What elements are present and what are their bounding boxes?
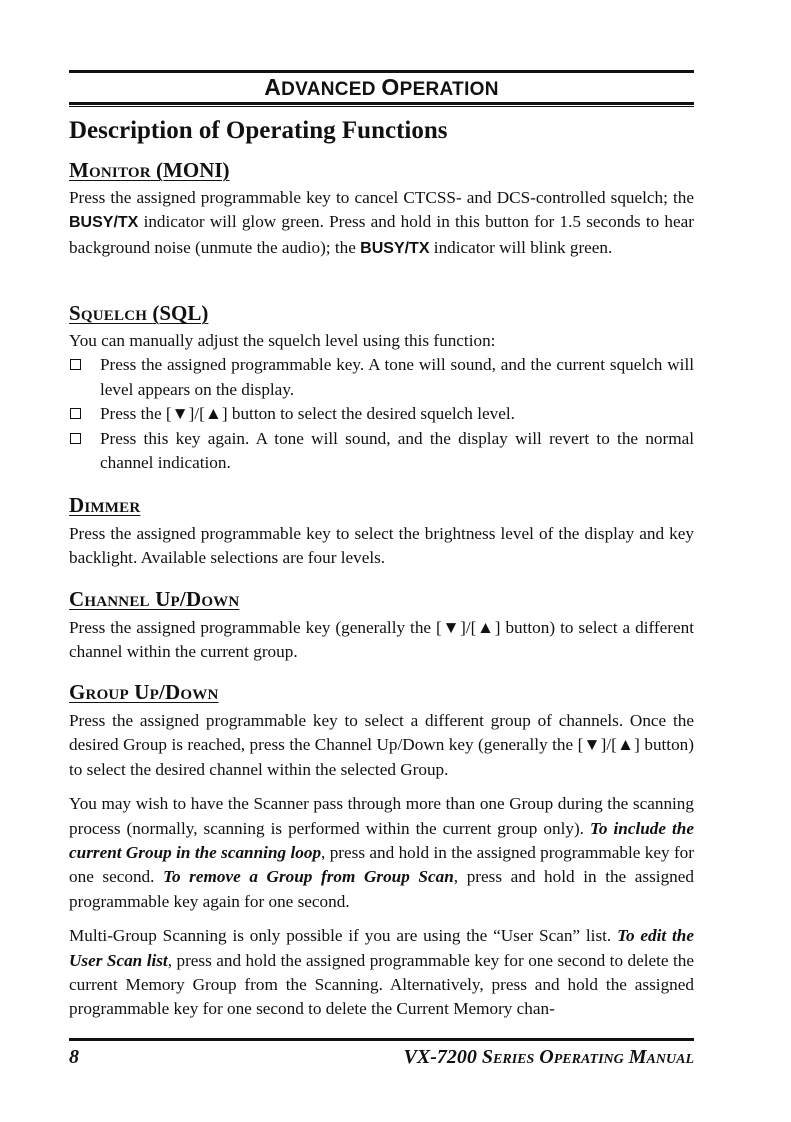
squelch-section xyxy=(69,303,694,475)
monitor-title: Monitor (MONI) xyxy=(69,158,230,182)
channel-section xyxy=(69,589,694,665)
dimmer-title: Dimmer xyxy=(69,493,141,517)
group-text-3: Multi-Group Scanning is only possible if you are using the “User Scan” list. To edit the User Scan list, press and hold the assigned programmable key for one second to delete the current Memory Group from the Scanning. Alternatively, press and hold the assigned programmable key for one second to delete the Current Memory chan- xyxy=(69,926,694,1019)
checkbox-bullet-icon xyxy=(70,408,81,419)
checkbox-bullet-icon xyxy=(70,433,81,444)
monitor-text: Press the assigned programmable key to cancel CTCSS- and DCS-controlled squelch; the BUSY/TX indicator will glow green. Press and hold in this button for 1.5 seconds to hear background noise (unmute the audio); the BUSY/TX indicator will blink green. xyxy=(69,188,694,257)
manual-title: VX-7200 Series Operating Manual xyxy=(403,1046,694,1068)
group-title: Group Up/Down xyxy=(69,680,219,704)
monitor-section xyxy=(69,160,694,261)
group-text-2: You may wish to have the Scanner pass through more than one Group during the scanning process (normally, scanning is performed within the current group only). To include the current Group in the scanning loop, press and hold in the assigned programmable key for one second. To remove a Group from Group Scan, press and hold in the assigned programmable key again for one second. xyxy=(69,794,695,911)
squelch-steps xyxy=(69,353,694,475)
channel-title: Channel Up/Down xyxy=(69,587,240,611)
dimmer-text: Press the assigned programmable key to select the brightness level of the display and key backlight. Available selections are four levels. xyxy=(69,524,694,568)
squelch-intro: You can manually adjust the squelch level using this function: xyxy=(69,331,496,350)
group-text-1: Press the assigned programmable key to select a different group of channels. Once the desired Group is reached, press the Channel Up/Down key (generally the [▼]/[▲] button) to select the desired channel within the selected Group. xyxy=(69,711,694,779)
list-item: Press this key again. A tone will sound, and the display will revert to the normal channel indication. xyxy=(69,427,694,476)
header-rule-bottom-thin xyxy=(69,106,694,107)
page-number: 8 xyxy=(69,1046,79,1068)
page-title: Description of Operating Functions xyxy=(69,117,448,144)
header-rule-top xyxy=(69,70,694,73)
list-item: Press the assigned programmable key. A tone will sound, and the current squelch will level appears on the display. xyxy=(69,353,694,402)
list-item: Press the [▼]/[▲] button to select the desired squelch level. xyxy=(69,402,694,426)
squelch-title: Squelch (SQL) xyxy=(69,301,209,325)
section-header: ADVANCED OPERATION xyxy=(264,74,499,100)
group-section xyxy=(69,682,694,1022)
checkbox-bullet-icon xyxy=(70,359,81,370)
channel-text: Press the assigned programmable key (generally the [▼]/[▲] button) to select a different channel within the current group. xyxy=(69,618,694,662)
dimmer-section xyxy=(69,495,694,571)
header-rule-bottom xyxy=(69,102,694,105)
footer-rule xyxy=(69,1038,694,1041)
